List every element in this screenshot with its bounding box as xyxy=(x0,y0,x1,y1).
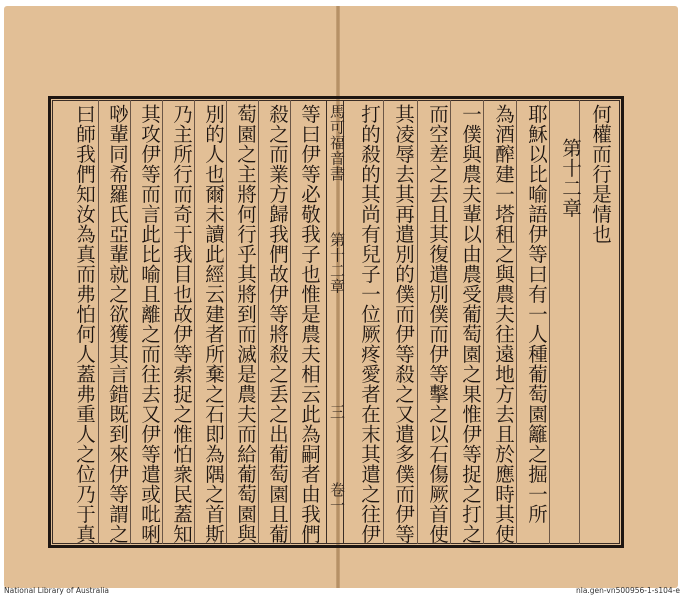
running-title: 馬可福音書 xyxy=(328,104,346,182)
leaf-number: 三 xyxy=(328,404,346,420)
text-column: 打的殺的其尚有兒子一位厥疼愛者在末其遣之往伊 xyxy=(358,104,381,544)
text-column: 曰師我們知汝為真而弗怕何人蓋弗重人之位乃于真 xyxy=(73,104,96,544)
volume-number: 卷一 xyxy=(328,482,346,513)
text-column: 為酒醡建一塔租之與農夫往遠地方去且於應時其使 xyxy=(492,104,515,544)
text-column: 別的人也爾未讀此經云建者所棄之石即為隅之首斯 xyxy=(202,104,225,544)
column-rule xyxy=(98,100,99,544)
column-rule xyxy=(383,100,384,544)
text-column: 而空差之去且其復遣別僕而伊等擊之以石傷厥首使 xyxy=(426,104,449,544)
text-column: 一僕與農夫輩以由農受葡萄園之果惟伊等捉之打之 xyxy=(459,104,482,544)
text-column: 其凌辱去其再遣別的僕而伊等殺之又遣多僕而伊等 xyxy=(392,104,415,544)
text-column: 何權而行是情也 xyxy=(589,104,612,244)
text-column: 萄園之主將何行乎其將到而滅是農夫而給葡萄園與 xyxy=(234,104,257,544)
item-identifier: nla.gen-vn500956-1-s104-e xyxy=(575,586,680,595)
text-column: 耶穌以比喻語伊等曰有一人種葡萄園籬之掘一所 xyxy=(525,104,548,524)
text-column: 唦輩同希羅氏亞輩就之欲獲其言錯既到來伊等謂之 xyxy=(106,104,129,544)
text-column: 殺之而業方歸我們故伊等將殺之丢之出葡萄園且葡 xyxy=(266,104,289,544)
chapter-heading: 第十二章 xyxy=(559,138,582,218)
text-column: 其攻伊等而言此比喻且離之而往去又伊等遣或吡唎 xyxy=(138,104,161,544)
text-column: 等曰伊等必敬我子也惟是農夫相云此為嗣者由我們 xyxy=(298,104,321,544)
chapter-marker: 第十二章 xyxy=(328,232,346,294)
text-column: 乃主所行而奇于我目也故伊等索捉之惟怕衆民蓋知 xyxy=(170,104,193,544)
column-rule xyxy=(417,100,418,544)
library-credit: National Library of Australia xyxy=(4,586,110,595)
